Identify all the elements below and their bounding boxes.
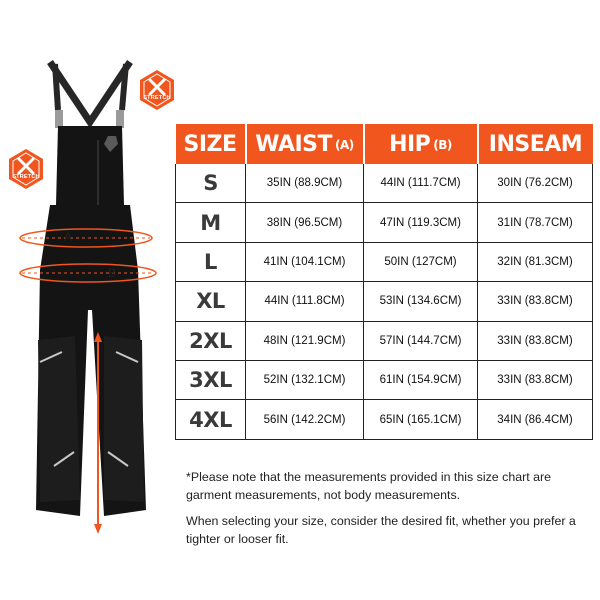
size-cell: 3XL xyxy=(176,360,246,399)
waist-cell: 48IN (121.9CM) xyxy=(246,321,364,360)
header-inseam xyxy=(478,124,593,164)
waist-cell: 52IN (132.1CM) xyxy=(246,360,364,399)
inseam-cell: 33IN (83.8CM) xyxy=(478,321,593,360)
fit-advice-note: When selecting your size, consider the desired fit, whether you prefer a tighter or looser fit. xyxy=(186,514,576,546)
stretch-badge-label: STRETCH xyxy=(12,174,40,180)
inseam-cell: 33IN (83.8CM) xyxy=(478,282,593,321)
header-hip xyxy=(364,124,478,164)
hip-marker-label: B xyxy=(108,266,117,280)
stretch-badge-icon xyxy=(135,68,179,112)
table-row xyxy=(176,242,593,281)
inseam-cell: 33IN (83.8CM) xyxy=(478,360,593,399)
header-size xyxy=(176,124,246,164)
inseam-cell: 34IN (86.4CM) xyxy=(478,400,593,439)
header-hip-marker: (B) xyxy=(433,137,452,152)
size-chart-table xyxy=(175,124,593,440)
hip-cell: 50IN (127CM) xyxy=(364,242,478,281)
header-waist xyxy=(246,124,364,164)
header-waist-marker: (A) xyxy=(335,137,354,152)
inseam-cell: 30IN (76.2CM) xyxy=(478,164,593,203)
hip-cell: 47IN (119.3CM) xyxy=(364,203,478,242)
header-inseam-label: INSEAM xyxy=(488,131,583,157)
hip-cell: 61IN (154.9CM) xyxy=(364,360,478,399)
size-cell: 2XL xyxy=(176,321,246,360)
header-waist-label: WAIST xyxy=(255,131,333,157)
stretch-badge-icon xyxy=(4,147,48,191)
size-cell: 4XL xyxy=(176,400,246,439)
waist-marker-label: A xyxy=(64,230,73,244)
hip-cell: 65IN (165.1CM) xyxy=(364,400,478,439)
hip-cell: 53IN (134.6CM) xyxy=(364,282,478,321)
waist-cell: 44IN (111.8CM) xyxy=(246,282,364,321)
table-row xyxy=(176,164,593,203)
table-row xyxy=(176,400,593,439)
table-row xyxy=(176,282,593,321)
table-row xyxy=(176,321,593,360)
stretch-badge xyxy=(4,147,48,191)
waist-cell: 38IN (96.5CM) xyxy=(246,203,364,242)
bib-overalls-image xyxy=(0,40,170,560)
garment-measurement-note: *Please note that the measurements provided in this size chart are garment measurements, not body measurements. xyxy=(186,470,552,502)
size-cell: S xyxy=(176,164,246,203)
header-hip-label: HIP xyxy=(389,131,431,157)
inseam-cell: 32IN (81.3CM) xyxy=(478,242,593,281)
stretch-badge xyxy=(135,68,179,112)
table-row xyxy=(176,203,593,242)
size-cell: M xyxy=(176,203,246,242)
table-header-row xyxy=(176,124,593,164)
waist-cell: 35IN (88.9CM) xyxy=(246,164,364,203)
size-cell: L xyxy=(176,242,246,281)
size-notes xyxy=(186,468,596,556)
hip-cell: 57IN (144.7CM) xyxy=(364,321,478,360)
header-size-label: SIZE xyxy=(183,131,237,157)
stretch-badge-label: STRETCH xyxy=(143,95,171,101)
waist-cell: 41IN (104.1CM) xyxy=(246,242,364,281)
size-cell: XL xyxy=(176,282,246,321)
waist-cell: 56IN (142.2CM) xyxy=(246,400,364,439)
bib-overalls-drawing xyxy=(0,40,170,560)
inseam-cell: 31IN (78.7CM) xyxy=(478,203,593,242)
hip-cell: 44IN (111.7CM) xyxy=(364,164,478,203)
table-row xyxy=(176,360,593,399)
